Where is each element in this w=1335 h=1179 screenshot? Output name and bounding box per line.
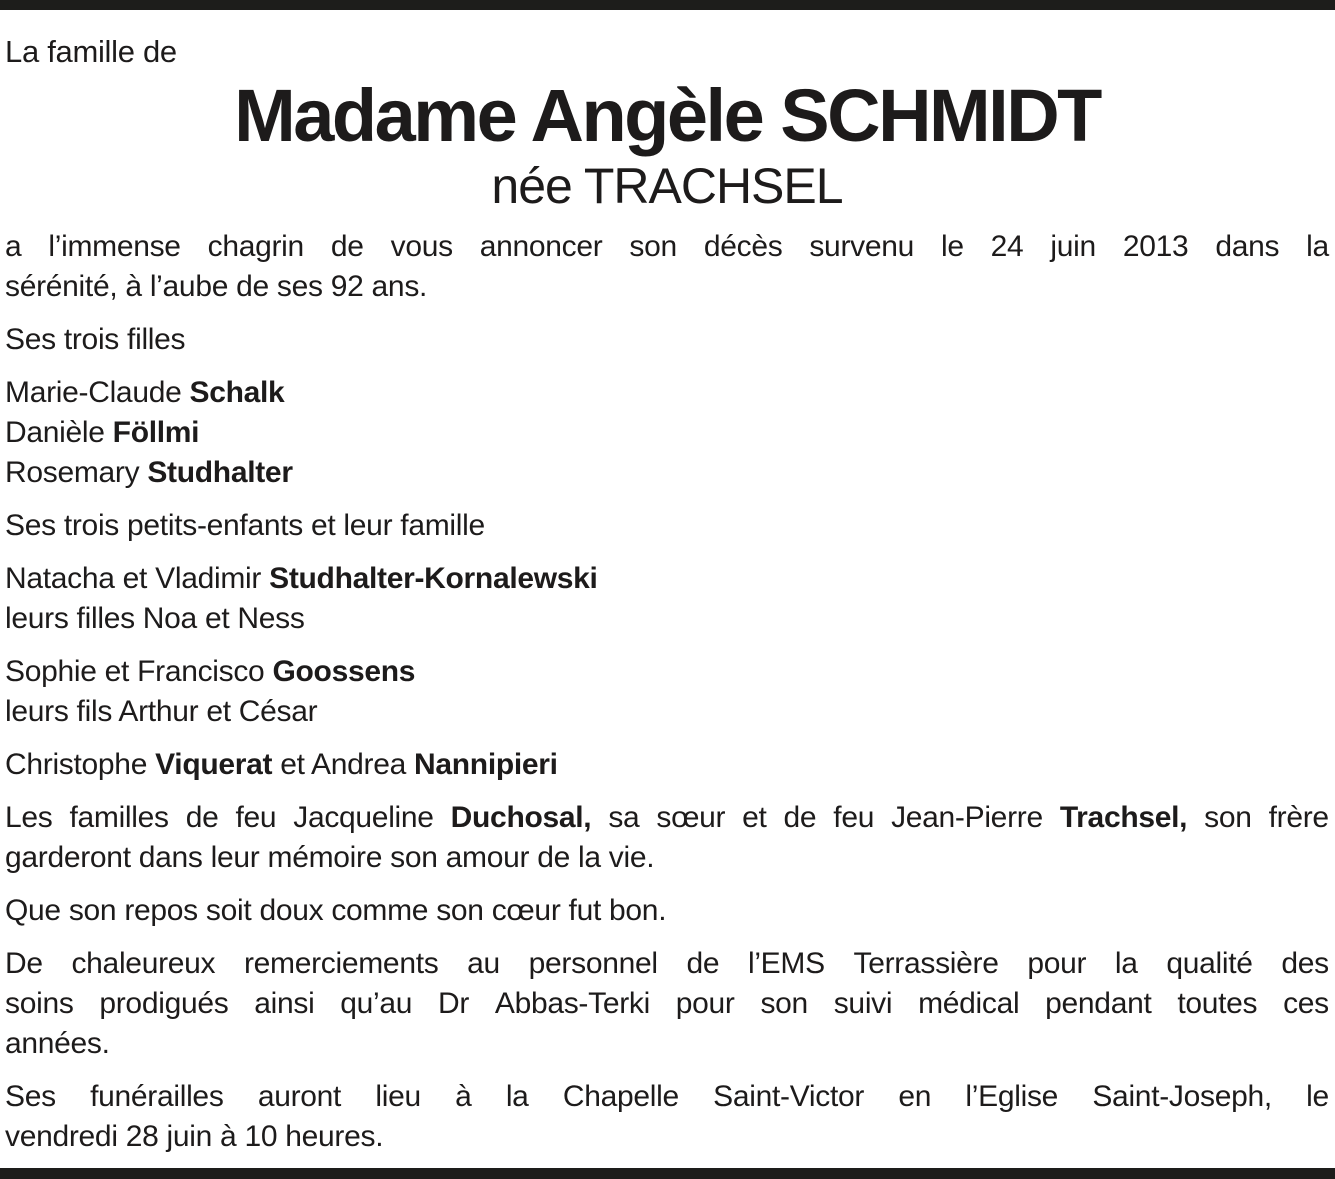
paragraph: [5, 1077, 1329, 1157]
text-line: [5, 453, 1329, 493]
text-segment: années.: [5, 1027, 110, 1060]
text-segment: et Andrea: [272, 748, 415, 781]
text-line: [5, 413, 1329, 453]
word: Duchosal,: [450, 801, 592, 834]
paragraph: [5, 944, 1329, 1064]
word: de: [330, 230, 364, 263]
text-segment: Christophe: [5, 748, 156, 781]
text-segment: Rosemary: [5, 456, 148, 489]
text-segment: sérénité, à l’aube de ses 92 ans.: [5, 270, 428, 303]
text-segment: Natacha et Vladimir: [5, 562, 270, 595]
notice-content: [5, 10, 1329, 1157]
word: Jacqueline: [293, 801, 434, 834]
word: Les: [5, 801, 53, 834]
word: l’EMS: [747, 947, 825, 980]
word: juin: [1050, 230, 1096, 263]
top-border-bar: [0, 0, 1335, 10]
word: chagrin: [207, 230, 304, 263]
notice-body: [5, 227, 1329, 1157]
text-segment: Danièle: [5, 416, 113, 449]
text-segment: Ses trois filles: [5, 323, 186, 356]
word: qualité: [1166, 947, 1253, 980]
text-segment: Ses trois petits-enfants et leur famille: [5, 509, 485, 542]
text-segment: Marie-Claude: [5, 376, 190, 409]
word: funérailles: [90, 1080, 224, 1113]
word: chaleureux: [71, 947, 216, 980]
paragraph: [5, 798, 1329, 878]
word: pendant: [1045, 987, 1152, 1020]
word: remerciements: [243, 947, 439, 980]
word: 24: [990, 230, 1024, 263]
text-segment: Föllmi: [112, 416, 200, 449]
word: décès: [703, 230, 783, 263]
word: prodigués: [99, 987, 229, 1020]
text-line: [5, 798, 1329, 838]
word: survenu: [809, 230, 914, 263]
text-line: [5, 506, 1329, 546]
word: feu: [235, 801, 277, 834]
text-segment: Schalk: [189, 376, 285, 409]
word: ainsi: [254, 987, 315, 1020]
word: de: [783, 801, 817, 834]
word: la: [1306, 230, 1329, 263]
word: Saint-Victor: [713, 1080, 865, 1113]
text-line: [5, 652, 1329, 692]
paragraph: [5, 652, 1329, 732]
word: et: [742, 801, 767, 834]
paragraph: [5, 320, 1329, 360]
word: médical: [918, 987, 1020, 1020]
text-line: [5, 944, 1329, 984]
word: de: [686, 947, 720, 980]
text-line: [5, 267, 1329, 307]
word: Dr: [437, 987, 470, 1020]
text-segment: leurs fils Arthur et César: [5, 695, 318, 728]
text-line: [5, 373, 1329, 413]
text-line: [5, 227, 1329, 267]
word: l’immense: [48, 230, 181, 263]
word: soins: [5, 987, 74, 1020]
word: feu: [833, 801, 875, 834]
word: pour: [675, 987, 735, 1020]
text-segment: Sophie et Francisco: [5, 655, 273, 688]
word: Chapelle: [562, 1080, 679, 1113]
text-segment: Studhalter: [147, 456, 293, 489]
text-line: [5, 599, 1329, 639]
paragraph: [5, 891, 1329, 931]
word: son: [1204, 801, 1252, 834]
word: familles: [69, 801, 169, 834]
word: annoncer: [479, 230, 603, 263]
word: sœur: [656, 801, 726, 834]
text-segment: leurs filles Noa et Ness: [5, 602, 305, 635]
word: qu’au: [340, 987, 413, 1020]
word: Saint-Joseph,: [1092, 1080, 1272, 1113]
bottom-border-bar: [0, 1168, 1335, 1179]
text-line: [5, 891, 1329, 931]
text-line: [5, 1077, 1329, 1117]
word: Trachsel,: [1059, 801, 1188, 834]
text-segment: Studhalter-Kornalewski: [269, 562, 598, 595]
word: 2013: [1122, 230, 1189, 263]
word: son: [629, 230, 677, 263]
text-line: [5, 559, 1329, 599]
word: l’Eglise: [965, 1080, 1059, 1113]
text-line: [5, 692, 1329, 732]
word: personnel: [528, 947, 658, 980]
word: vous: [390, 230, 453, 263]
maiden-name-subtitle: née TRACHSEL: [491, 158, 843, 214]
paragraph: [5, 745, 1329, 785]
text-line: [5, 320, 1329, 360]
text-line: [5, 984, 1329, 1024]
paragraph: [5, 373, 1329, 493]
text-segment: garderont dans leur mémoire son amour de la vie.: [5, 841, 655, 874]
word: toutes: [1177, 987, 1258, 1020]
deceased-name-title: Madame Angèle SCHMIDT: [234, 74, 1100, 157]
word: suivi: [833, 987, 893, 1020]
text-segment: Nannipieri: [414, 748, 558, 781]
word: le: [1306, 1080, 1329, 1113]
word: a: [5, 230, 22, 263]
word: dans: [1215, 230, 1280, 263]
text-segment: Que son repos soit doux comme son cœur fut bon.: [5, 894, 667, 927]
text-line: [5, 838, 1329, 878]
text-line: [5, 1117, 1329, 1157]
word: Terrassière: [853, 947, 999, 980]
text-segment: vendredi 28 juin à 10 heures.: [5, 1120, 384, 1153]
word: la: [1114, 947, 1138, 980]
word: au: [467, 947, 500, 980]
intro-line: La famille de: [5, 34, 177, 69]
word: en: [898, 1080, 932, 1113]
word: De: [5, 947, 43, 980]
word: la: [505, 1080, 529, 1113]
word: à: [455, 1080, 472, 1113]
paragraph: [5, 506, 1329, 546]
word: pour: [1027, 947, 1087, 980]
text-segment: Viquerat: [155, 748, 273, 781]
text-line: [5, 1024, 1329, 1064]
word: auront: [257, 1080, 342, 1113]
word: ces: [1283, 987, 1329, 1020]
word: sa: [608, 801, 640, 834]
paragraph: [5, 559, 1329, 639]
word: Jean-Pierre: [891, 801, 1043, 834]
paragraph: [5, 227, 1329, 307]
word: Ses: [5, 1080, 56, 1113]
word: de: [185, 801, 219, 834]
word: son: [760, 987, 808, 1020]
word: frère: [1268, 801, 1329, 834]
word: des: [1281, 947, 1329, 980]
text-segment: Goossens: [272, 655, 416, 688]
text-line: [5, 745, 1329, 785]
word: lieu: [375, 1080, 421, 1113]
word: Abbas-Terki: [494, 987, 650, 1020]
word: le: [940, 230, 964, 263]
